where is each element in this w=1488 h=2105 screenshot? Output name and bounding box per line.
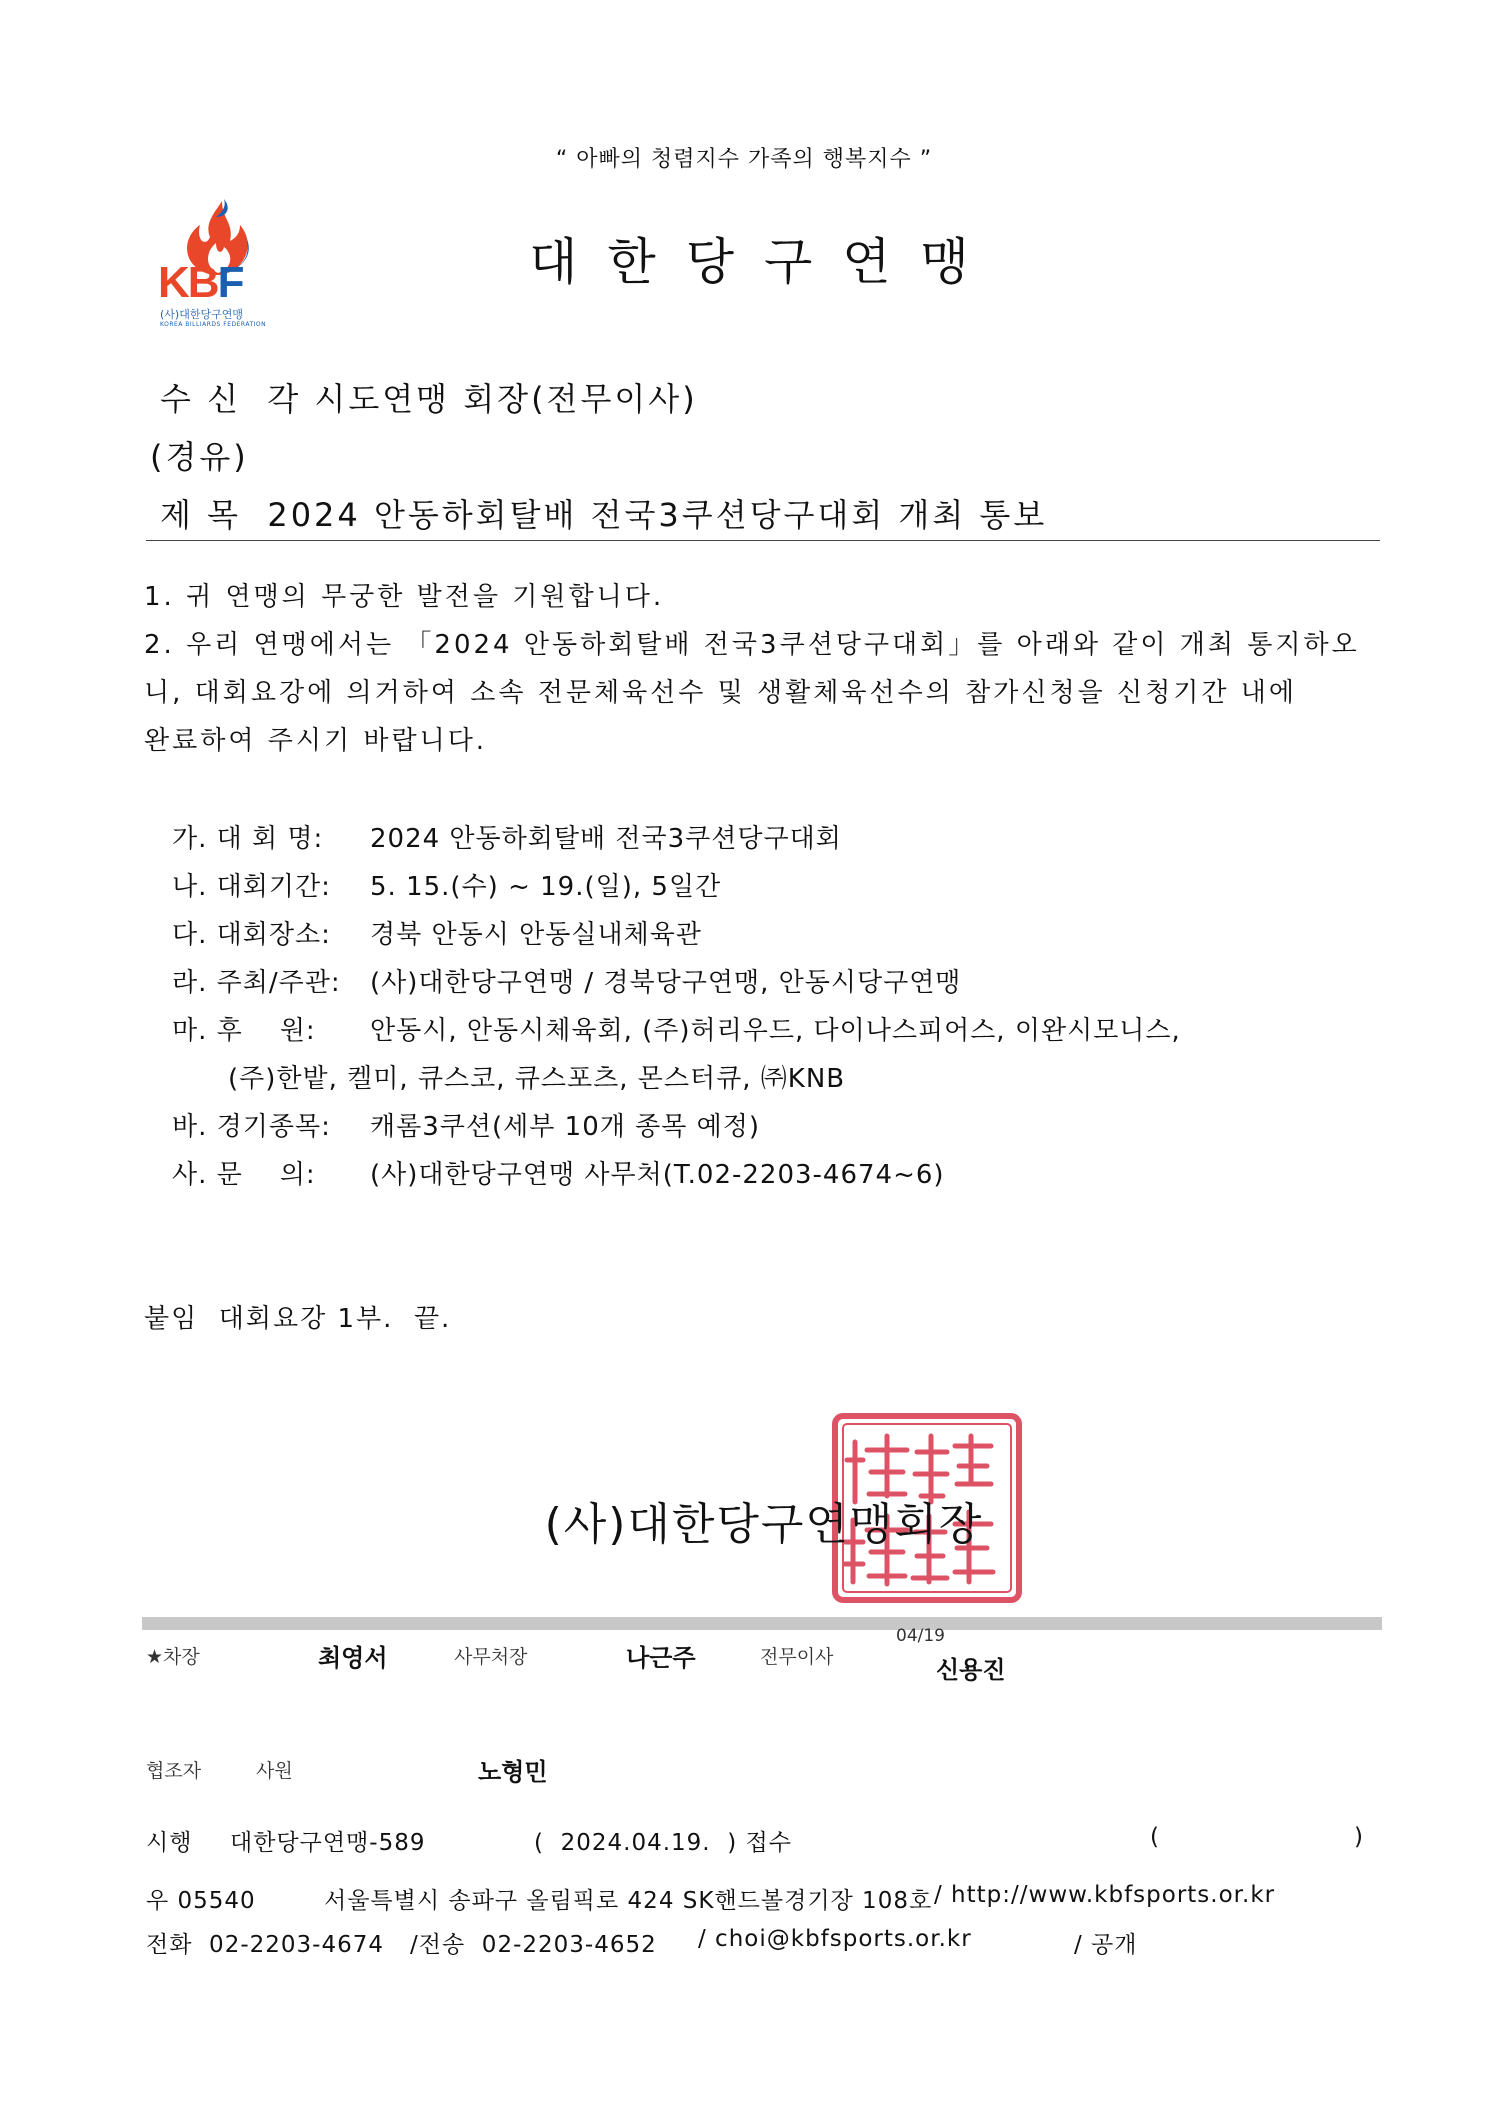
body-line-3: 니, 대회요강에 의거하여 소속 전문체육선수 및 생활체육선수의 참가신청을 신청기간 내에 [144, 678, 1297, 708]
attachment-line: 붙임 대회요강 1부. 끝. [144, 1304, 452, 1334]
item-value: 안동시, 안동시체육회, (주)허리우드, 다이나스피어스, 이완시모니스, [370, 1016, 1181, 1046]
phone: 전화 02-2203-4674 [146, 1932, 384, 1958]
receipt-open: ( [1150, 1824, 1160, 1850]
motto: “ 아빠의 청렴지수 가족의 행복지수 ” [555, 147, 933, 172]
approval-name: 나근주 [626, 1644, 696, 1672]
approval-name: 신용진 [936, 1656, 1006, 1684]
item-value: 2024 안동하회탈배 전국3쿠션당구대회 [370, 824, 842, 854]
disclosure-status: / 공개 [1074, 1932, 1138, 1958]
website-link[interactable]: / http://www.kbfsports.or.kr [934, 1882, 1276, 1908]
approval-role: 협조자 [146, 1760, 202, 1782]
item-row [172, 914, 702, 951]
item-value: 5. 15.(수) ~ 19.(일), 5일간 [370, 872, 722, 902]
item-row [172, 1154, 945, 1191]
approval-name: 노형민 [478, 1758, 548, 1786]
approval-role: ★차장 [146, 1646, 200, 1668]
body-line-1: 1. 귀 연맹의 무궁한 발전을 기원합니다. [144, 582, 665, 612]
item-row [172, 866, 721, 903]
approval-name: 최영서 [318, 1644, 388, 1672]
approval-date: 04/19 [896, 1626, 945, 1646]
item-row [172, 1106, 760, 1143]
body-line-2: 2. 우리 연맹에서는 「2024 안동하회탈배 전국3쿠션당구대회」를 아래와 같이 개최 통지하오 [144, 630, 1360, 660]
org-title: 대한당구연맹 [529, 233, 999, 291]
postal-code: 우 05540 [146, 1888, 256, 1914]
approval-role: 전무이사 [760, 1646, 834, 1668]
approval-role: 사무처장 [454, 1646, 528, 1668]
item-value: 경북 안동시 안동실내체육관 [370, 920, 702, 950]
subject-line: 제 목 2024 안동하회탈배 전국3쿠션당구대회 개최 통보 [160, 496, 1048, 534]
logo-wordmark: KBF [158, 258, 243, 307]
logo-subtitle: (사)대한당구연맹 [160, 308, 243, 321]
body-line-4: 완료하여 주시기 바랍니다. [144, 726, 488, 756]
item-row [172, 818, 842, 855]
approval-divider-bar [142, 1617, 1382, 1630]
item-row [172, 962, 961, 999]
doc-number: 대한당구연맹-589 [230, 1830, 426, 1856]
kbf-logo [150, 178, 280, 328]
approval-role: 사원 [256, 1760, 293, 1782]
item-row [172, 1058, 845, 1095]
item-label: 바. 경기종목: [172, 1112, 331, 1142]
email-link[interactable]: / choi@kbfsports.or.kr [698, 1926, 972, 1952]
item-label: 라. 주최/주관: [172, 968, 341, 998]
recipient-line: 수 신 각 시도연맹 회장(전무이사) [160, 380, 698, 418]
item-value: (주)한밭, 켈미, 큐스코, 큐스포츠, 몬스터큐, ㈜KNB [228, 1064, 846, 1094]
item-label: 나. 대회기간: [172, 872, 331, 902]
doc-label: 시행 [146, 1830, 193, 1856]
receipt-close: ) [1354, 1824, 1364, 1850]
item-row [172, 1010, 1181, 1047]
item-value: 캐롬3쿠션(세부 10개 종목 예정) [370, 1112, 760, 1142]
item-label: 다. 대회장소: [172, 920, 331, 950]
item-label: 마. 후 원: [172, 1016, 316, 1046]
item-value: (사)대한당구연맹 사무처(T.02-2203-4674~6) [370, 1160, 945, 1190]
signer-title: (사)대한당구연맹회장 [544, 1499, 984, 1550]
item-label: 사. 문 의: [172, 1160, 316, 1190]
via-line: (경유) [150, 438, 249, 476]
header-divider [146, 540, 1380, 541]
logo-subtitle-en: KOREA BILLIARDS FEDERATION [160, 321, 267, 328]
doc-date: ( 2024.04.19. ) 접수 [534, 1830, 792, 1856]
item-label: 가. 대 회 명: [172, 824, 324, 854]
fax: /전송 02-2203-4652 [410, 1932, 657, 1958]
address: 서울특별시 송파구 올림픽로 424 SK핸드볼경기장 108호 [324, 1888, 933, 1914]
item-value: (사)대한당구연맹 / 경북당구연맹, 안동시당구연맹 [370, 968, 962, 998]
